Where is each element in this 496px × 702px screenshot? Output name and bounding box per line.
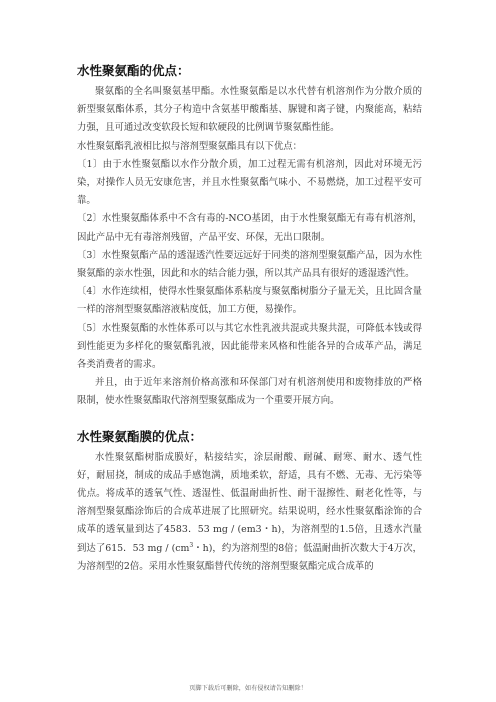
film-text-a: 水性聚氨酯树脂成膜好，粘接结实，涂层耐酸、耐碱、耐寒、耐水、透气性好，耐屈挠，制成的成品手感饱满，质地柔软，舒适，具有不燃、无毒、无污染等优点。将成革的透氧气性、透湿性、低温耐曲折性、耐干湿擦性、耐老化性等，与溶剂型聚氨酯涂饰后的合成革进展了比照研究。结果说明，经水性聚氨酯涂饰的合成革的透氧量到达了4583．53 mg / (em3・h)，为溶剂型的1.5倍，且透水汽量到达了615．53 mg / (cm bbox=[77, 451, 422, 554]
lead-paragraph: 水性聚氨酯乳液相比拟与溶剂型聚氨酯具有以下优点： bbox=[77, 140, 303, 152]
page-footer: 页脚下载后可删除，如有侵权请告知删除！ bbox=[189, 685, 307, 692]
closing-paragraph: 并且，由于近年来溶剂价格高涨和环保部门对有机溶剂使用和废物排放的严格限制，使水性聚氨酯取代溶剂型聚氨酯成为一个重要开展方向。 bbox=[77, 377, 422, 407]
section-title-waterborne-pu-advantages: 水性聚氨酯的优点： bbox=[77, 63, 190, 78]
point-paragraph-4: 〔4〕水作连续相，使得水性聚氨酯体系粘度与聚氨酯树脂分子量无关，且比固含量一样的溶剂型聚氨酯溶液粘度低，加工方便，易操作。 bbox=[77, 286, 422, 316]
intro-paragraph: 聚氨酯的全名叫聚氨基甲酯。水性聚氨酯是以水代替有机溶剂作为分散介质的新型聚氨酯体系，其分子构造中含氨基甲酸酯基、脲键和离子键，内聚能高，粘结力强，且可通过改变软段长短和软硬段的比例调节聚氨酯性能。 bbox=[77, 86, 422, 134]
superscript: 3 bbox=[189, 541, 194, 549]
point-paragraph-1: 〔1〕由于水性聚氨酯以水作分散介质，加工过程无需有机溶剂，因此对环境无污染，对操作人员无安康危害，并且水性聚氨酯气味小、不易燃烧，加工过程平安可靠。 bbox=[77, 158, 422, 207]
point-paragraph-3: 〔3〕水性聚氨酯产品的透湿透汽性要远远好于同类的溶剂型聚氨酯产品，因为水性聚氨酯的亲水性强，因此和水的结合能力强，所以其产品具有很好的透湿透汽性。 bbox=[77, 249, 422, 280]
point-paragraph-2: 〔2〕水性聚氨酯体系中不含有毒的-NCO基团，由于水性聚氨酯无有毒有机溶剂，因此产品中无有毒溶剂残留，产品平安、环保，无出口限制。 bbox=[77, 213, 422, 243]
film-paragraph bbox=[77, 449, 422, 576]
document-body bbox=[77, 62, 422, 576]
point-paragraph-5: 〔5〕水性聚氨酯的水性体系可以与其它水性乳液共混或共聚共混，可降低本钱或得到性能更为多样化的聚氨酯乳液，因此能带来风格和性能各异的合成革产品，满足各类消费者的需求。 bbox=[77, 322, 422, 371]
film-text-b: ・h)，约为溶剂型的8倍；低温耐曲折次数大于4万次，为溶剂型的2倍。采用水性聚氨酯替代传统的溶剂型聚氨酯完成合成革的 bbox=[77, 542, 422, 572]
section-title-film-advantages: 水性聚氨酯膜的优点： bbox=[77, 428, 203, 444]
